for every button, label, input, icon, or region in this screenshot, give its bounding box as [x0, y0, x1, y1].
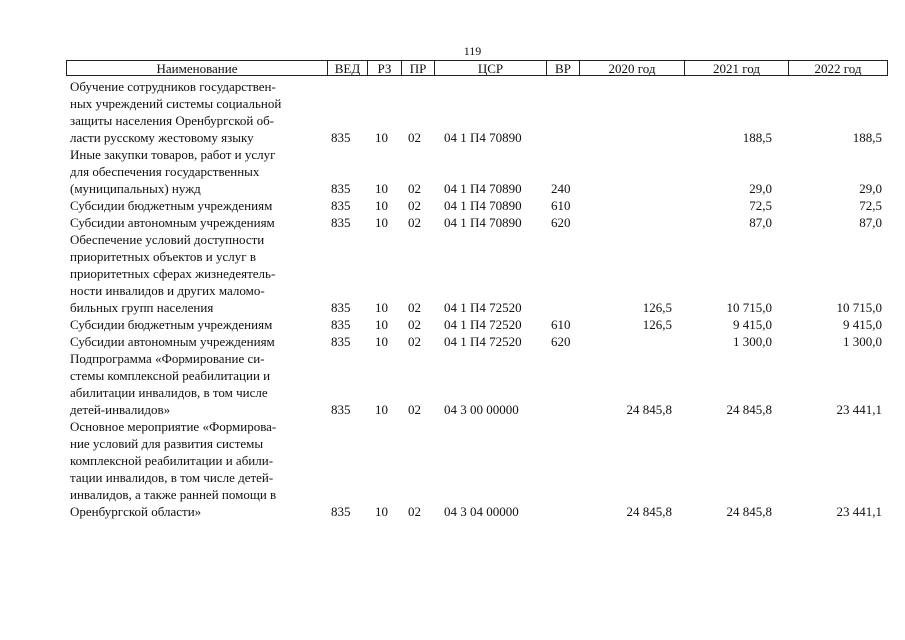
cell-vr: 620	[551, 215, 571, 230]
table-row	[0, 316, 905, 333]
cell-pr: 02	[408, 402, 421, 417]
table-header	[66, 60, 888, 76]
row-name-line: стемы комплексной реабилитации и	[70, 368, 271, 383]
cell-csr: 04 1 П4 70890	[444, 215, 522, 230]
cell-pr: 02	[408, 300, 421, 315]
cell-vr: 610	[551, 198, 571, 213]
row-name	[70, 418, 320, 520]
table-row	[0, 418, 905, 520]
header-2021: 2021 год	[684, 61, 788, 75]
cell-rz: 10	[375, 198, 388, 213]
row-name	[70, 78, 320, 146]
cell-y2022: 1 300,0	[843, 334, 882, 349]
cell-y2020: 24 845,8	[626, 402, 672, 417]
cell-rz: 10	[375, 504, 388, 519]
cell-y2021: 1 300,0	[733, 334, 772, 349]
cell-csr: 04 3 04 00000	[444, 504, 519, 519]
row-name-line: детей-инвалидов»	[70, 402, 171, 417]
row-name	[70, 146, 320, 197]
row-name-line: ности инвалидов и других маломо-	[70, 283, 265, 298]
cell-y2020: 126,5	[642, 317, 672, 332]
row-name-line: Подпрограмма «Формирование си-	[70, 351, 265, 366]
cell-rz: 10	[375, 402, 388, 417]
table-row	[0, 146, 905, 197]
cell-csr: 04 1 П4 72520	[444, 334, 522, 349]
table-row	[0, 78, 905, 146]
cell-vr: 240	[551, 181, 571, 196]
cell-pr: 02	[408, 215, 421, 230]
row-name-line: (муниципальных) нужд	[70, 181, 201, 196]
cell-pr: 02	[408, 181, 421, 196]
row-name-line: ных учреждений системы социальной	[70, 96, 282, 111]
cell-rz: 10	[375, 300, 388, 315]
row-name-line: инвалидов, а также ранней помощи в	[70, 487, 277, 502]
header-ved: ВЕД	[327, 61, 367, 75]
cell-vr: 620	[551, 334, 571, 349]
row-name	[70, 316, 320, 333]
row-name-line: Обеспечение условий доступности	[70, 232, 265, 247]
cell-y2022: 9 415,0	[843, 317, 882, 332]
cell-y2022: 23 441,1	[836, 402, 882, 417]
cell-pr: 02	[408, 130, 421, 145]
cell-y2021: 188,5	[742, 130, 772, 145]
row-name	[70, 231, 320, 316]
cell-y2020: 24 845,8	[626, 504, 672, 519]
cell-rz: 10	[375, 334, 388, 349]
cell-pr: 02	[408, 198, 421, 213]
header-2022: 2022 год	[788, 61, 887, 75]
row-name-line: Субсидии бюджетным учреждениям	[70, 198, 273, 213]
cell-ved: 835	[331, 215, 351, 230]
cell-rz: 10	[375, 130, 388, 145]
row-name-line: ласти русскому жестовому языку	[70, 130, 254, 145]
row-name-line: Иные закупки товаров, работ и услуг	[70, 147, 276, 162]
row-name	[70, 333, 320, 350]
cell-y2022: 23 441,1	[836, 504, 882, 519]
cell-ved: 835	[331, 130, 351, 145]
row-name-line: абилитации инвалидов, в том числе	[70, 385, 268, 400]
cell-y2020: 126,5	[642, 300, 672, 315]
cell-pr: 02	[408, 504, 421, 519]
cell-y2021: 10 715,0	[726, 300, 772, 315]
header-vr: ВР	[546, 61, 579, 75]
row-name-line: Субсидии бюджетным учреждениям	[70, 317, 273, 332]
cell-ved: 835	[331, 504, 351, 519]
cell-y2021: 29,0	[749, 181, 772, 196]
cell-ved: 835	[331, 300, 351, 315]
cell-y2022: 87,0	[859, 215, 882, 230]
cell-y2021: 72,5	[749, 198, 772, 213]
cell-rz: 10	[375, 181, 388, 196]
row-name	[70, 350, 320, 418]
cell-pr: 02	[408, 317, 421, 332]
header-pr: ПР	[401, 61, 434, 75]
header-csr: ЦСР	[434, 61, 546, 75]
row-name	[70, 214, 320, 231]
row-name-line: приоритетных объектов и услуг в	[70, 249, 256, 264]
table-row	[0, 197, 905, 214]
cell-y2022: 10 715,0	[836, 300, 882, 315]
cell-csr: 04 3 00 00000	[444, 402, 519, 417]
cell-csr: 04 1 П4 72520	[444, 317, 522, 332]
cell-csr: 04 1 П4 70890	[444, 130, 522, 145]
table-row	[0, 214, 905, 231]
cell-y2021: 87,0	[749, 215, 772, 230]
row-name-line: комплексной реабилитации и абили-	[70, 453, 274, 468]
cell-ved: 835	[331, 402, 351, 417]
cell-csr: 04 1 П4 72520	[444, 300, 522, 315]
row-name-line: тации инвалидов, в том числе детей-	[70, 470, 274, 485]
cell-ved: 835	[331, 317, 351, 332]
cell-vr: 610	[551, 317, 571, 332]
row-name-line: приоритетных сферах жизнедеятель-	[70, 266, 276, 281]
row-name	[70, 197, 320, 214]
row-name-line: Основное мероприятие «Формирова-	[70, 419, 277, 434]
row-name-line: Субсидии автономным учреждениям	[70, 334, 275, 349]
row-name-line: Оренбургской области»	[70, 504, 202, 519]
cell-y2021: 9 415,0	[733, 317, 772, 332]
row-name-line: Субсидии автономным учреждениям	[70, 215, 275, 230]
cell-y2022: 72,5	[859, 198, 882, 213]
cell-y2021: 24 845,8	[726, 402, 772, 417]
cell-pr: 02	[408, 334, 421, 349]
cell-ved: 835	[331, 181, 351, 196]
cell-rz: 10	[375, 215, 388, 230]
row-name-line: защиты населения Оренбургской об-	[70, 113, 275, 128]
row-name-line: ние условий для развития системы	[70, 436, 264, 451]
page-number: 119	[463, 44, 482, 58]
header-2020: 2020 год	[579, 61, 684, 75]
table-row	[0, 231, 905, 316]
cell-y2022: 29,0	[859, 181, 882, 196]
cell-ved: 835	[331, 198, 351, 213]
table-row	[0, 350, 905, 418]
cell-y2021: 24 845,8	[726, 504, 772, 519]
row-name-line: для обеспечения государственных	[70, 164, 260, 179]
row-name-line: бильных групп населения	[70, 300, 214, 315]
header-name: Наименование	[156, 61, 238, 76]
row-name-line: Обучение сотрудников государствен-	[70, 79, 276, 94]
header-rz: РЗ	[367, 61, 401, 75]
cell-rz: 10	[375, 317, 388, 332]
cell-ved: 835	[331, 334, 351, 349]
cell-csr: 04 1 П4 70890	[444, 181, 522, 196]
table-row	[0, 333, 905, 350]
cell-csr: 04 1 П4 70890	[444, 198, 522, 213]
cell-y2022: 188,5	[852, 130, 882, 145]
